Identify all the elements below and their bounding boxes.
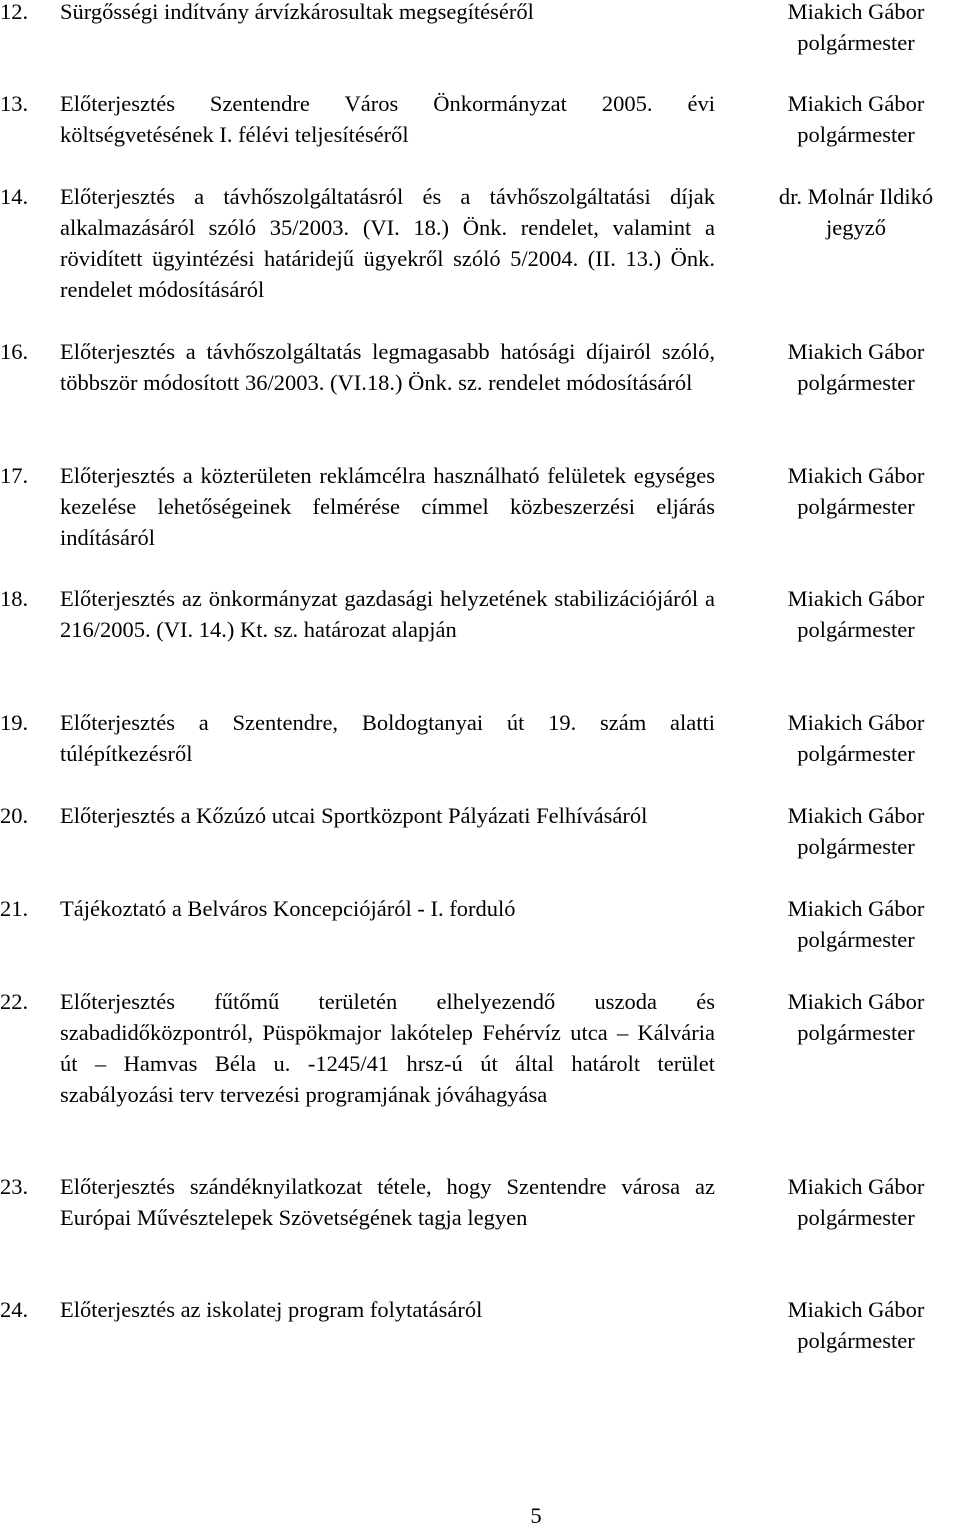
presenter-role: polgármester — [797, 1020, 915, 1045]
presenter-name: Miakich Gábor — [787, 0, 925, 24]
presenter-role: polgármester — [797, 1205, 915, 1230]
item-number: 21. — [0, 896, 29, 921]
item-title: Előterjesztés az iskolatej program folytatásáról — [60, 1297, 483, 1322]
item-presenter — [752, 583, 960, 645]
presenter-role: polgármester — [797, 617, 915, 642]
presenter-name: Miakich Gábor — [787, 989, 925, 1014]
item-number: 23. — [0, 1174, 29, 1199]
item-title: Tájékoztató a Belváros Koncepciójáról - I. forduló — [60, 896, 516, 921]
presenter-name: Miakich Gábor — [787, 586, 925, 611]
presenter-role: jegyző — [826, 215, 886, 240]
item-title: Előterjesztés a Kőzúzó utcai Sportközpont Pályázati Felhívásáról — [60, 803, 648, 828]
presenter-name: dr. Molnár Ildikó — [778, 184, 934, 209]
presenter-name: Miakich Gábor — [787, 463, 925, 488]
item-presenter — [752, 88, 960, 150]
item-number: 24. — [0, 1297, 29, 1322]
item-presenter — [752, 800, 960, 862]
item-number: 18. — [0, 586, 29, 611]
item-presenter — [752, 707, 960, 769]
presenter-name: Miakich Gábor — [787, 803, 925, 828]
item-title: Előterjesztés a távhőszolgáltatásról és a távhőszolgáltatási díjak alkalmazásáról szóló 35/2003. (VI. 18.) Önk. rendelet, valamint a rövidített ügyintézési határidejű ügyekről szóló 5/2004. (II. 13.) Önk. rendelet módosításáról — [60, 184, 715, 302]
item-title: Előterjesztés a távhőszolgáltatás legmagasabb hatósági díjairól szóló, többször módosított 36/2003. (VI.18.) Önk. sz. rendelet módosításáról — [60, 339, 715, 395]
presenter-role: polgármester — [797, 834, 915, 859]
item-presenter — [752, 1171, 960, 1233]
item-presenter — [752, 986, 960, 1048]
item-number: 22. — [0, 989, 29, 1014]
item-title: Sürgősségi indítvány árvízkárosultak megsegítéséről — [60, 0, 534, 24]
item-title: Előterjesztés a közterületen reklámcélra használható felületek egységes kezelése lehetőségeinek felmérése címmel közbeszerzési eljárás indításáról — [60, 463, 715, 550]
item-title: Előterjesztés fűtőmű területén elhelyezendő uszoda és szabadidőközpontról, Püspökmajor lakótelep Fehérvíz utca – Kálvária út – Hamvas Béla u. -1245/41 hrsz-ú út által határolt terület szabályozási terv tervezési programjának jóváhagyása — [60, 989, 715, 1107]
item-presenter — [752, 460, 960, 522]
presenter-role: polgármester — [797, 927, 915, 952]
presenter-role: polgármester — [797, 1328, 915, 1353]
item-presenter — [752, 181, 960, 243]
presenter-name: Miakich Gábor — [787, 339, 925, 364]
presenter-name: Miakich Gábor — [787, 1174, 925, 1199]
presenter-name: Miakich Gábor — [787, 896, 925, 921]
page-number: 5 — [530, 1503, 542, 1528]
presenter-name: Miakich Gábor — [787, 1297, 925, 1322]
item-number: 17. — [0, 463, 29, 488]
presenter-name: Miakich Gábor — [787, 91, 925, 116]
presenter-role: polgármester — [797, 741, 915, 766]
presenter-role: polgármester — [797, 370, 915, 395]
presenter-role: polgármester — [797, 494, 915, 519]
item-number: 16. — [0, 339, 29, 364]
presenter-role: polgármester — [797, 122, 915, 147]
item-presenter — [752, 893, 960, 955]
item-number: 14. — [0, 184, 29, 209]
item-title: Előterjesztés a Szentendre, Boldogtanyai út 19. szám alatti túlépítkezésről — [60, 710, 715, 766]
item-presenter — [752, 0, 960, 58]
item-title: Előterjesztés szándéknyilatkozat tétele, hogy Szentendre városa az Európai Művésztelepek Szövetségének tagja legyen — [60, 1174, 715, 1230]
item-title: Előterjesztés Szentendre Város Önkormányzat 2005. évi költségvetésének I. félévi teljesítéséről — [60, 91, 715, 147]
item-number: 19. — [0, 710, 29, 735]
item-number: 13. — [0, 91, 29, 116]
item-title: Előterjesztés az önkormányzat gazdasági helyzetének stabilizációjáról a 216/2005. (VI. 14.) Kt. sz. határozat alapján — [60, 586, 715, 642]
item-number: 12. — [0, 0, 29, 24]
presenter-role: polgármester — [797, 30, 915, 55]
item-number: 20. — [0, 803, 29, 828]
presenter-name: Miakich Gábor — [787, 710, 925, 735]
item-presenter — [752, 336, 960, 398]
item-presenter — [752, 1294, 960, 1356]
